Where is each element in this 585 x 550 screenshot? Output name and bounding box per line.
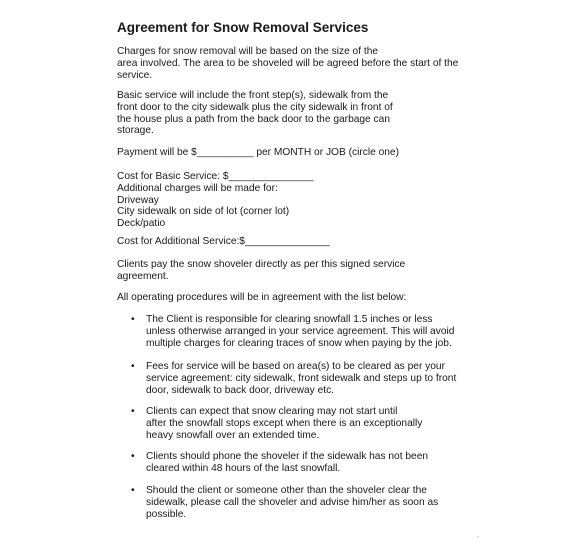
list-item-line: unless otherwise arranged in your service agreement. This will avoid — [146, 325, 455, 337]
additional-cost-line: Cost for Additional Service:$_______________ — [117, 236, 330, 247]
charges-line: area involved. The area to be shoveled will be agreed before the start of the — [117, 57, 459, 69]
list-item-line: possible. — [146, 508, 187, 520]
costs-block — [117, 171, 314, 230]
list-item-line: after the snowfall stops except when there is an exceptionally — [146, 417, 423, 429]
payment-direct-line: Clients pay the snow shoveler directly as per this signed service — [117, 259, 406, 270]
list-item-line: Should the client or someone other than the shoveler clear the — [146, 485, 427, 496]
charges-line: Charges for snow removal will be based on the size of the — [117, 46, 379, 57]
payment-line: Payment will be $__________ per MONTH or JOB (circle one) — [117, 147, 399, 158]
bullet-icon: • — [131, 406, 135, 417]
list-item-line: heavy snowfall over an extended time. — [146, 429, 320, 441]
list-item-line: The Client is responsible for clearing snowfall 1.5 inches or less — [146, 314, 433, 325]
bullet-icon: • — [131, 314, 135, 325]
basic-service-line: front door to the city sidewalk plus the city sidewalk in front of — [117, 101, 393, 113]
bullet-icon: • — [131, 361, 135, 372]
procedures-intro: All operating procedures will be in agreement with the list below: — [117, 292, 407, 303]
cost-basic-line: Cost for Basic Service: $_______________ — [117, 171, 314, 182]
bullet-icon: • — [131, 485, 135, 496]
list-item-line: multiple charges for clearing traces of snow when paying by the job. — [146, 337, 452, 349]
additional-item-deck: Deck/patio — [117, 218, 166, 230]
list-item-line: door, sidewalk to back door, driveway etc. — [146, 384, 334, 396]
additional-charges-line: Additional charges will be made for: — [117, 182, 278, 194]
list-item-line: service agreement: city sidewalk, front sidewalk and steps up to front — [146, 372, 457, 384]
payment-direct-line: agreement. — [117, 270, 169, 282]
basic-service-line: storage. — [117, 125, 154, 137]
list-item-line: sidewalk, please call the shoveler and advise him/her as soon as — [146, 496, 439, 508]
footer-mark: . — [477, 530, 480, 539]
bullet-icon: • — [131, 451, 135, 462]
basic-service-line: Basic service will include the front step(s), sidewalk from the — [117, 90, 389, 101]
list-item-line: Fees for service will be based on area(s) to be cleared as per your — [146, 361, 445, 372]
additional-item-city-sidewalk: City sidewalk on side of lot (corner lot) — [117, 206, 290, 218]
payment-direct-paragraph — [117, 259, 405, 283]
list-item-line: Clients should phone the shoveler if the sidewalk has not been — [146, 451, 429, 462]
document-title: Agreement for Snow Removal Services — [117, 20, 369, 35]
list-item-line: cleared within 48 hours of the last snowfall. — [146, 462, 341, 474]
basic-service-line: the house plus a path from the back door to the garbage can — [117, 113, 390, 125]
basic-service-paragraph — [117, 90, 393, 137]
charges-paragraph — [117, 46, 458, 81]
additional-item-driveway: Driveway — [117, 194, 159, 206]
charges-line: service. — [117, 69, 153, 81]
list-item-line: Clients can expect that snow clearing may not start until — [146, 406, 398, 417]
